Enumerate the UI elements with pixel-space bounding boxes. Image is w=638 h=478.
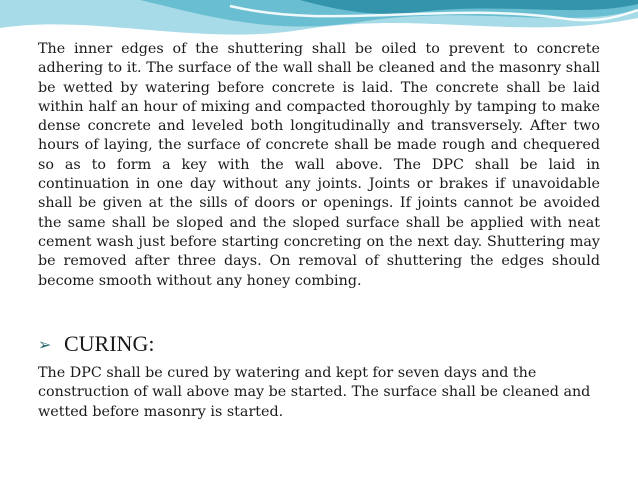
arrowhead-bullet-icon: ➢ [38, 334, 52, 354]
section-heading-label: CURING: [64, 331, 155, 356]
section-text: The DPC shall be cured by watering and kept for seven days and the construction of wall above may be started. The surface shall be cleaned and wetted before masonry is started. [38, 365, 591, 420]
body-paragraph: The inner edges of the shuttering shall be oiled to prevent to concrete adhering to it. The surface of the wall shall be cleaned and the masonry shall be wetted by watering before concrete is laid. The concrete shall be laid within half an hour of mixing and compacted thoroughly by tamping to make dense concrete and leveled both longitudinally and transversely. After two hours of laying, the surface of concrete shall be made rough and chequered so as to form a key with the wall above. The DPC shall be laid in continuation in one day without any joints. Joints or brakes if unavoidable shall be given at the sills of doors or openings. If joints cannot be avoided the same shall be sloped and the sloped surface shall be applied with neat cement wash just before starting concreting on the next day. Shuttering may be removed after three days. On removal of shuttering the edges should become smooth without any honey combing. [38, 41, 600, 289]
section-heading [38, 331, 154, 357]
